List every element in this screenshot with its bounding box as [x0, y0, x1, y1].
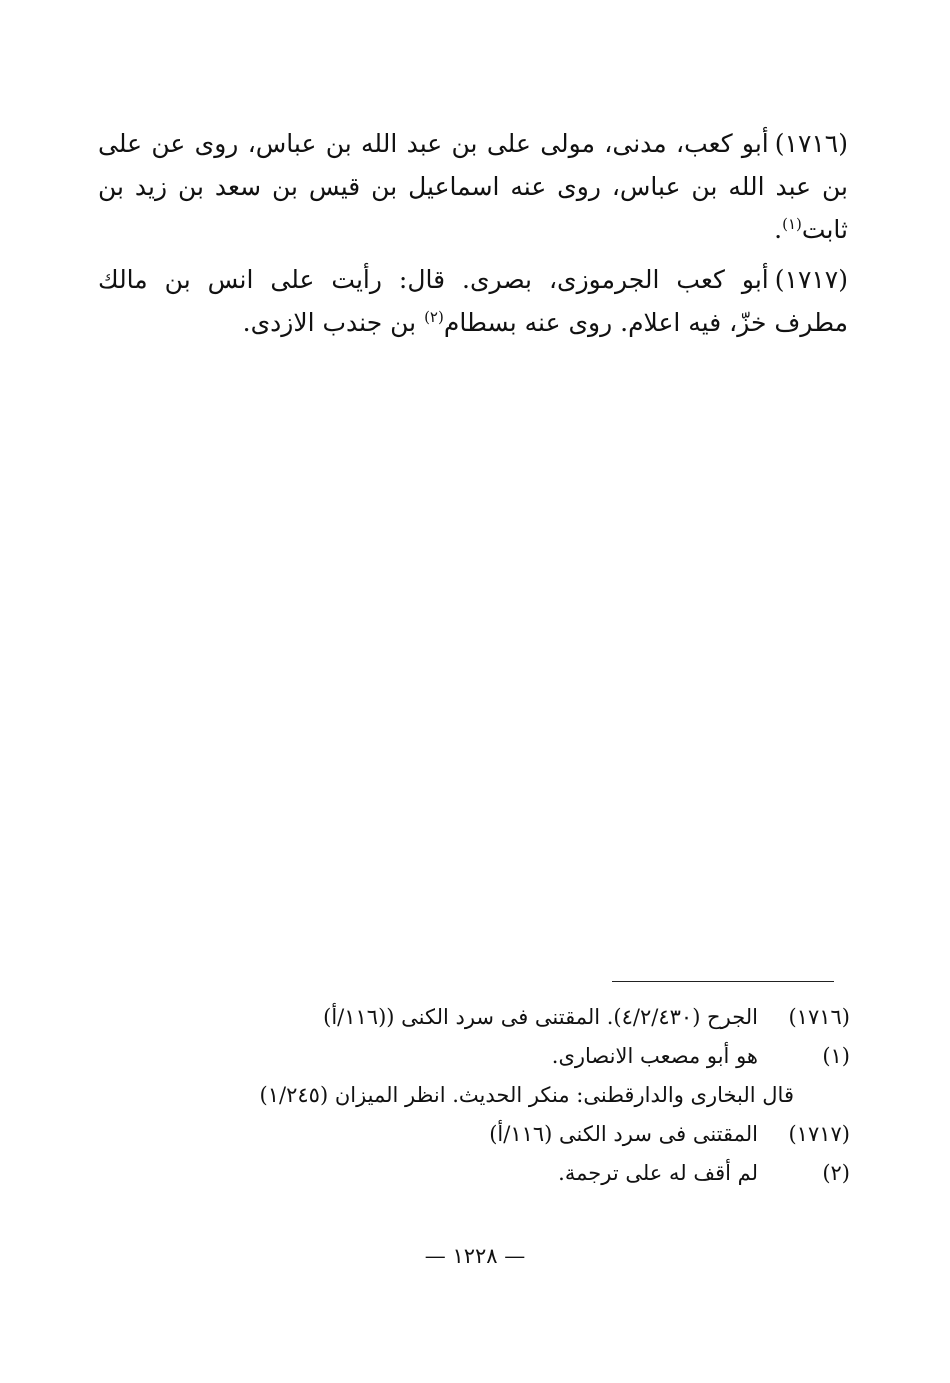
- footnote-label: (١٧١٦): [788, 1005, 850, 1029]
- footnote-text: الجرح (٤/٢/٤٣٠). المقتنى فى سرد الكنى ((١١٦/أ): [323, 1005, 758, 1029]
- entry-number: (١٧١٦): [774, 129, 848, 158]
- entry-number: (١٧١٧): [774, 265, 848, 294]
- footnote-line: [130, 1115, 850, 1154]
- entry-1717: [98, 258, 848, 344]
- page-number: — ١٢٢٨ —: [424, 1244, 526, 1268]
- footnote-label: (١): [822, 1044, 850, 1068]
- footnote-line: [130, 1154, 850, 1193]
- footnote-text: هو أبو مصعب الانصارى.: [551, 1044, 758, 1068]
- footnote-text: المقتنى فى سرد الكنى (١١٦/أ): [489, 1122, 758, 1146]
- entry-1716: [98, 122, 848, 251]
- footnote-separator: [612, 981, 834, 982]
- entry-text: أبو كعب، مدنى، مولى على بن عبد الله بن عباس، روى عن على بن عبد الله بن عباس، روى عنه اسماعيل بن قيس بن سعد بن زيد بن ثابت: [98, 129, 848, 244]
- footnote-label: (٢): [822, 1161, 850, 1185]
- footnotes-section: [130, 998, 850, 1193]
- footnote-line: [130, 1076, 850, 1115]
- footnote-reference[interactable]: (٢): [424, 308, 444, 326]
- footnote-text: قال البخارى والدارقطنى: منكر الحديث. انظر الميزان (١/٢٤٥): [259, 1083, 794, 1107]
- footnote-reference[interactable]: (١): [782, 215, 802, 233]
- footnote-label: (١٧١٧): [788, 1122, 850, 1146]
- footnote-line: [130, 1037, 850, 1076]
- footnote-line: [130, 998, 850, 1037]
- footnote-text: لم أقف له على ترجمة.: [558, 1161, 758, 1185]
- entry-text: أبو كعب الجرموزى، بصرى. قال: رأيت على انس بن مالك مطرف خزّ، فيه اعلام. روى عنه بسطام: [98, 265, 848, 337]
- main-text-body: [98, 122, 848, 351]
- entry-text-end: .: [774, 215, 783, 244]
- entry-text-end: بن جندب الازدى.: [242, 308, 425, 337]
